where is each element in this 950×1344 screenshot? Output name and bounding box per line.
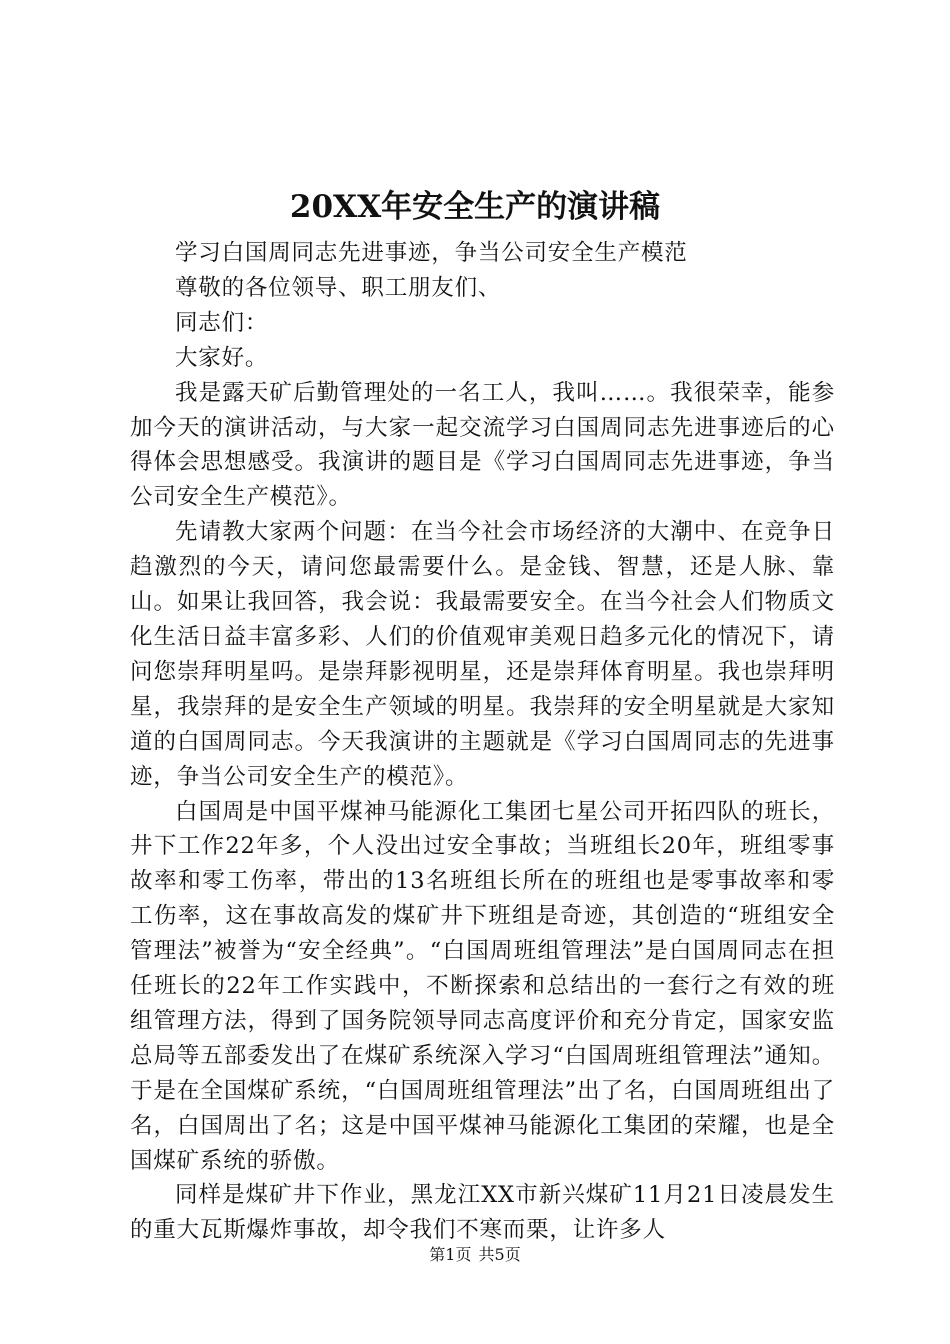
page-total: 共5页: [478, 1245, 521, 1264]
salutation-paragraph: 同志们：: [175, 309, 269, 336]
body-paragraph: 同样是煤矿井下作业，黑龙江XX市新兴煤矿11月21日凌晨发生的重大瓦斯爆炸事故，却令我们不寒而栗，让许多人: [130, 1182, 835, 1244]
page-number: 第1页: [429, 1245, 472, 1264]
page-footer: [0, 1243, 950, 1267]
greeting-paragraph: 大家好。: [175, 344, 269, 371]
salutation-paragraph: 尊敬的各位领导、职工朋友们、: [175, 274, 502, 301]
body-paragraph: 我是露天矿后勤管理处的一名工人，我叫……。我很荣幸，能参加今天的演讲活动，与大家一起交流学习白国周同志先进事迹后的心得体会思想感受。我演讲的题目是《学习白国周同志先进事迹，争当公司安全生产模范》。: [130, 379, 835, 511]
document-body: [130, 236, 835, 1248]
body-paragraph: 先请教大家两个问题：在当今社会市场经济的大潮中、在竞争日趋激烈的今天，请问您最需要什么。是金钱、智慧，还是人脉、靠山。如果让我回答，我会说：我最需要安全。在当今社会人们物质文化生活日益丰富多彩、人们的价值观审美观日趋多元化的情况下，请问您崇拜明星吗。是崇拜影视明星，还是崇拜体育明星。我也崇拜明星，我崇拜的是安全生产领域的明星。我崇拜的安全明星就是大家知道的白国周同志。今天我演讲的主题就是《学习白国周同志的先进事迹，争当公司安全生产的模范》。: [130, 519, 835, 790]
body-paragraph: 白国周是中国平煤神马能源化工集团七星公司开拓四队的班长，井下工作22年多，个人没出过安全事故；当班组长20年，班组零事故率和零工伤率，带出的13名班组长所在的班组也是零事故率和零工伤率，这在事故高发的煤矿井下班组是奇迹，其创造的“班组安全管理法”被誉为“安全经典”。“白国周班组管理法”是白国周同志在担任班长的22年工作实践中，不断探索和总结出的一套行之有效的班组管理方法，得到了国务院领导同志高度评价和充分肯定，国家安监总局等五部委发出了在煤矿系统深入学习“白国周班组管理法”通知。于是在全国煤矿系统，“白国周班组管理法”出了名，白国周班组出了名，白国周出了名；这是中国平煤神马能源化工集团的荣耀，也是全国煤矿系统的骄傲。: [130, 798, 835, 1174]
subtitle-paragraph: 学习白国周同志先进事迹，争当公司安全生产模范: [175, 240, 688, 266]
document-title: 20XX年安全生产的演讲稿: [289, 189, 661, 225]
